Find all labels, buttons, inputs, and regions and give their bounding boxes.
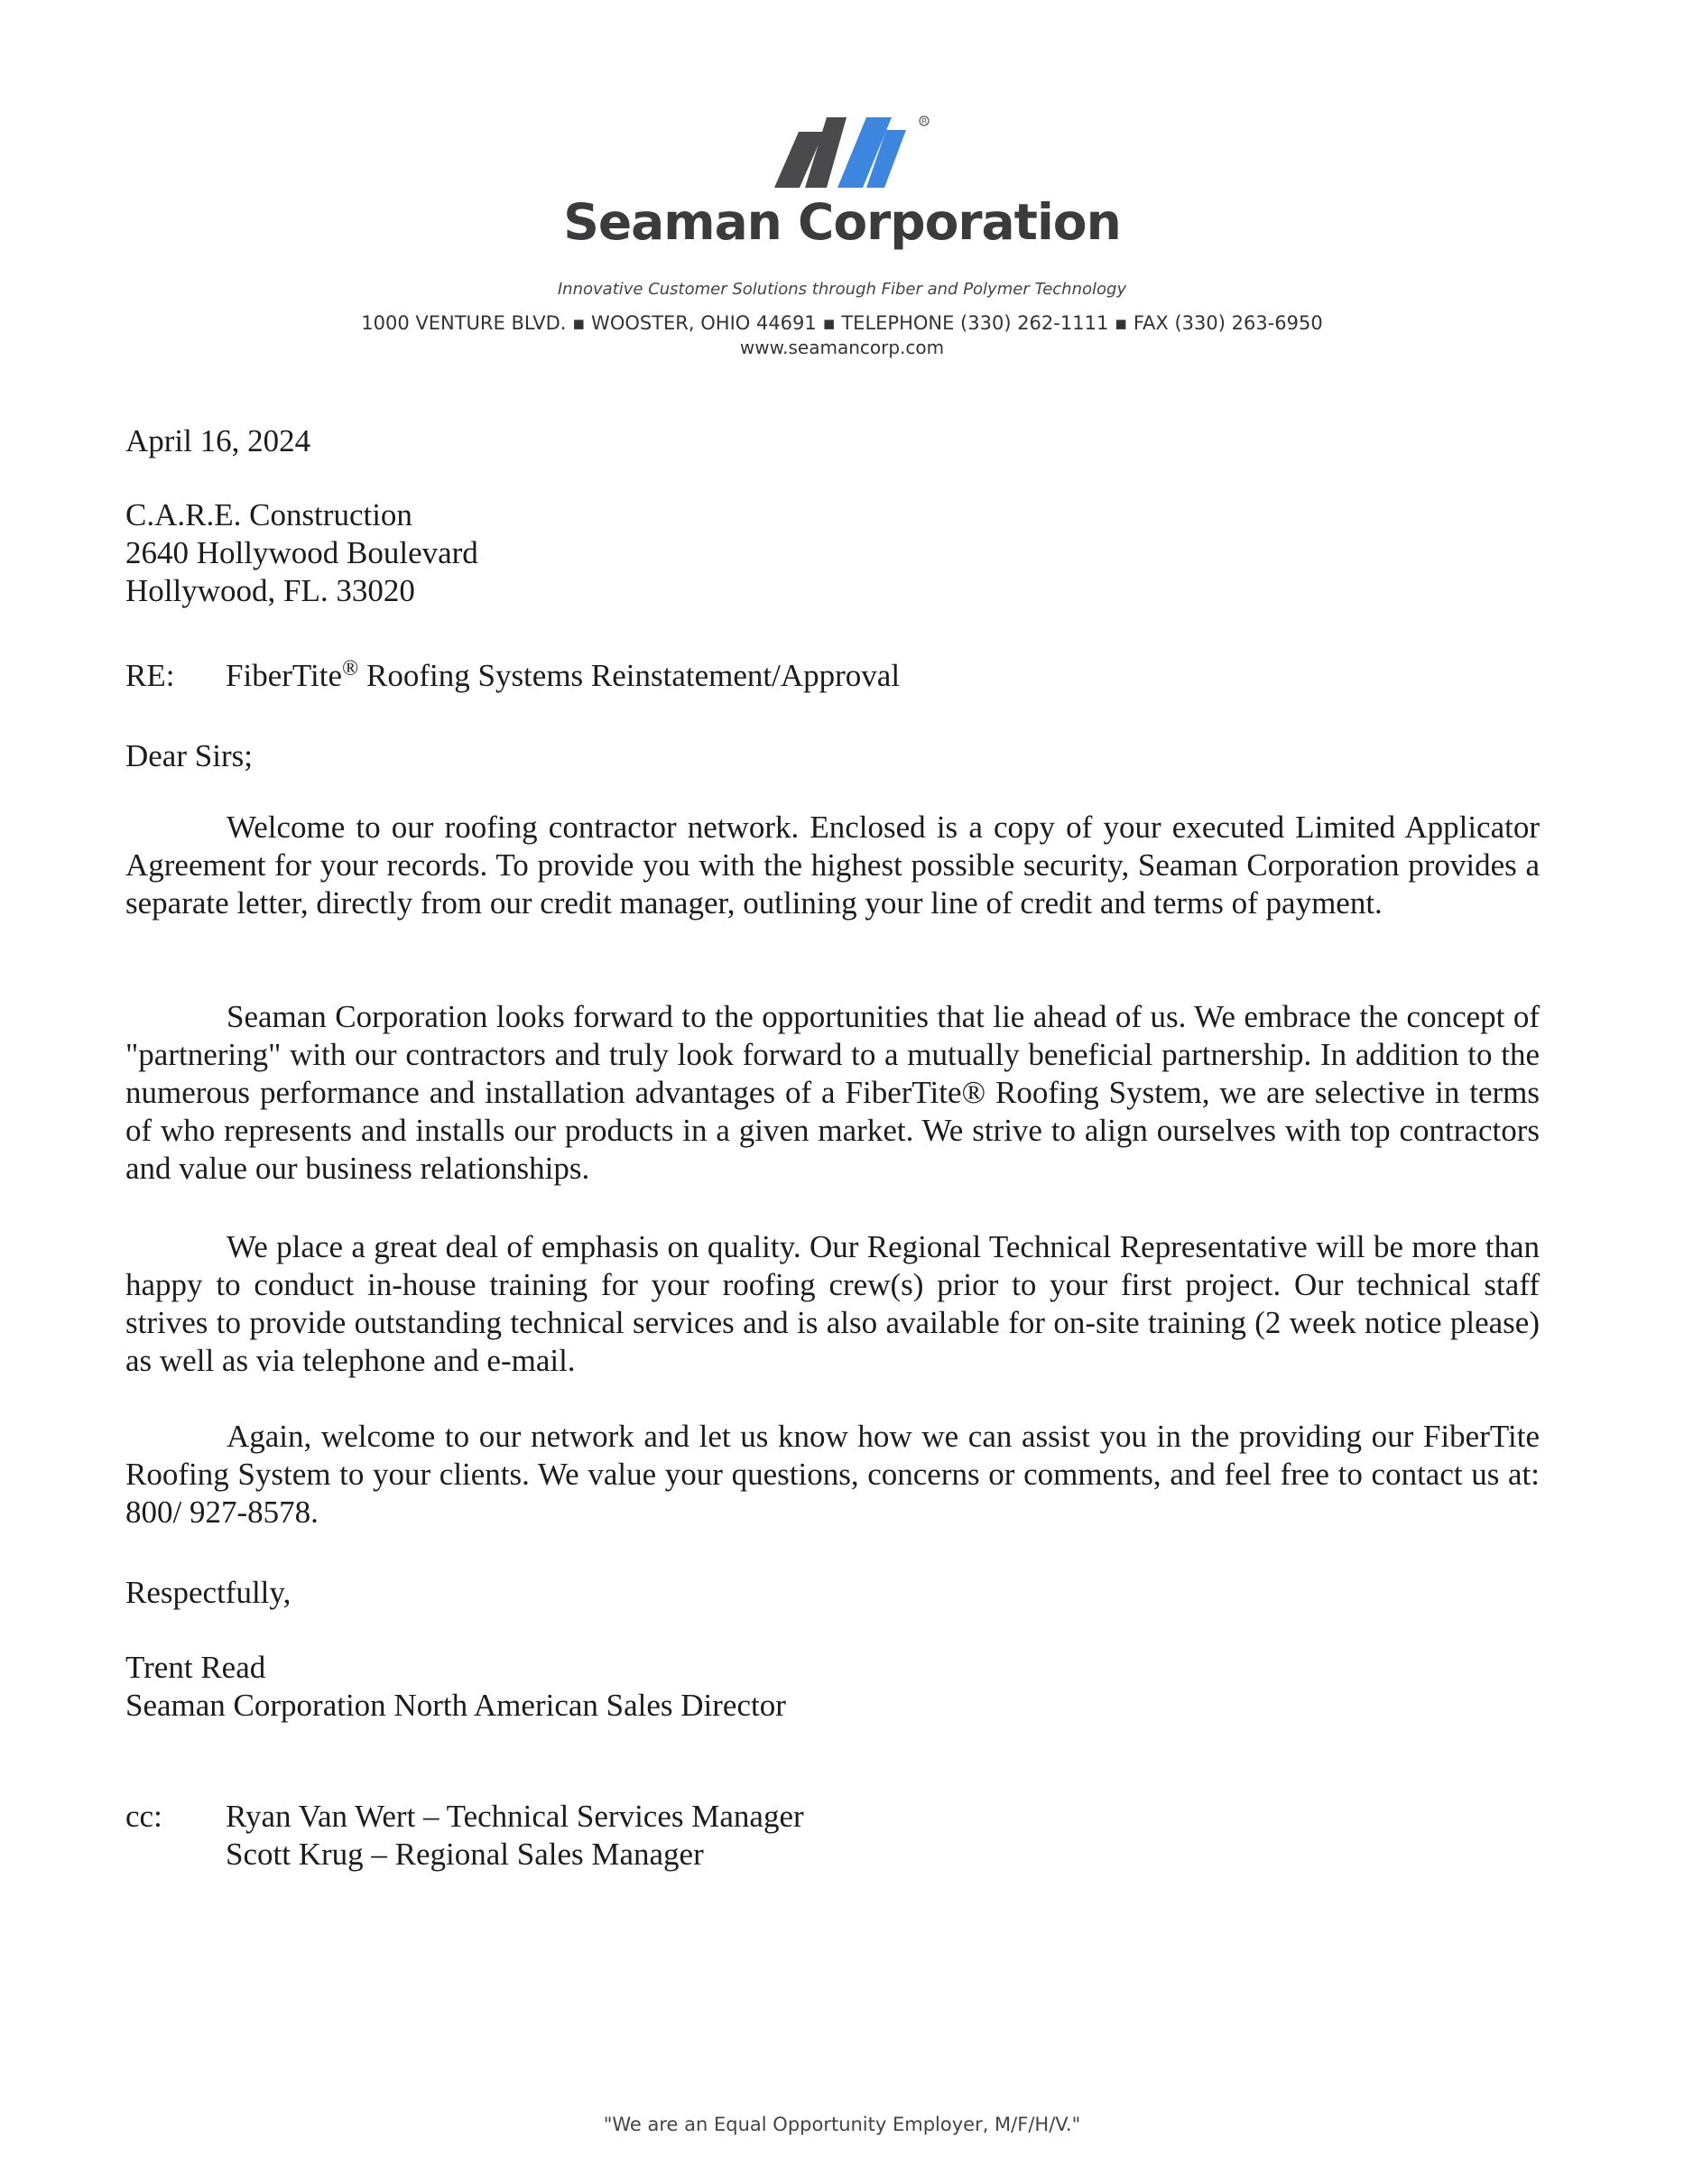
recipient-line: C.A.R.E. Construction bbox=[125, 497, 412, 532]
cc-recipient: Scott Krug – Regional Sales Manager bbox=[226, 1837, 704, 1872]
recipient-line: Hollywood, FL. 33020 bbox=[125, 573, 415, 608]
svg-text:R: R bbox=[921, 117, 928, 125]
company-tagline: Innovative Customer Solutions through Fiber and Polymer Technology bbox=[557, 280, 1127, 299]
salutation: Dear Sirs; bbox=[125, 738, 253, 773]
signature-block bbox=[125, 1649, 786, 1725]
body-paragraph: Seaman Corporation looks forward to the opportunities that lie ahead of us. We embrace the concept of "partnering" with our contractors and truly look forward to a mutually beneficial partnership. In addition to the numerous performance and installation advantages of a FiberTite® Roofing System, we are selective in terms of who represents and installs our products in a given market. We strive to align ourselves with top contractors and value our business relationships. bbox=[125, 999, 1540, 1186]
subject-line bbox=[125, 657, 900, 695]
closing: Respectfully, bbox=[125, 1575, 291, 1610]
recipient-line: 2640 Hollywood Boulevard bbox=[125, 535, 478, 570]
registered-mark-icon: ® bbox=[342, 657, 359, 680]
cc-block bbox=[125, 1798, 804, 1874]
cc-label: cc: bbox=[125, 1799, 162, 1834]
signer-name: Trent Read bbox=[125, 1650, 266, 1685]
body-paragraph: Again, welcome to our network and let us know how we can assist you in the providing our FiberTite Roofing System to your clients. We value your questions, concerns or comments, and feel free to contact us at: 800/ 927-8578. bbox=[125, 1419, 1540, 1530]
footer-eeo-statement: "We are an Equal Opportunity Employer, M/F/H/V." bbox=[603, 2114, 1081, 2135]
signer-title: Seaman Corporation North American Sales Director bbox=[125, 1688, 786, 1723]
cc-list bbox=[226, 1798, 804, 1874]
cc-recipient: Ryan Van Wert – Technical Services Manager bbox=[226, 1799, 804, 1834]
body-paragraph: Welcome to our roofing contractor network. Enclosed is a copy of your executed Limited Applicator Agreement for your records. To provide you with the highest possible security, Seaman Corporation provides a separate letter, directly from our credit manager, outlining your line of credit and terms of payment. bbox=[125, 810, 1540, 921]
subject-brand: FiberTite bbox=[226, 658, 343, 693]
company-website: www.seamancorp.com bbox=[739, 337, 945, 358]
subject-text: Roofing Systems Reinstatement/Approval bbox=[358, 658, 901, 693]
recipient-address bbox=[125, 496, 478, 610]
seaman-logo-icon bbox=[774, 116, 933, 191]
re-label: RE: bbox=[125, 658, 175, 693]
company-name: Seaman Corporation bbox=[563, 193, 1121, 251]
company-address: 1000 VENTURE BLVD. ▪ WOOSTER, OHIO 44691 ▪ TELEPHONE (330) 262-1111 ▪ FAX (330) 263-6950 bbox=[361, 312, 1323, 334]
letter-date: April 16, 2024 bbox=[125, 423, 311, 458]
body-paragraph: We place a great deal of emphasis on quality. Our Regional Technical Representative will be more than happy to conduct in-house training for your roofing crew(s) prior to your first project. Our technical staff strives to provide outstanding technical services and is also available for on-site training (2 week notice please) as well as via telephone and e-mail. bbox=[125, 1229, 1540, 1378]
